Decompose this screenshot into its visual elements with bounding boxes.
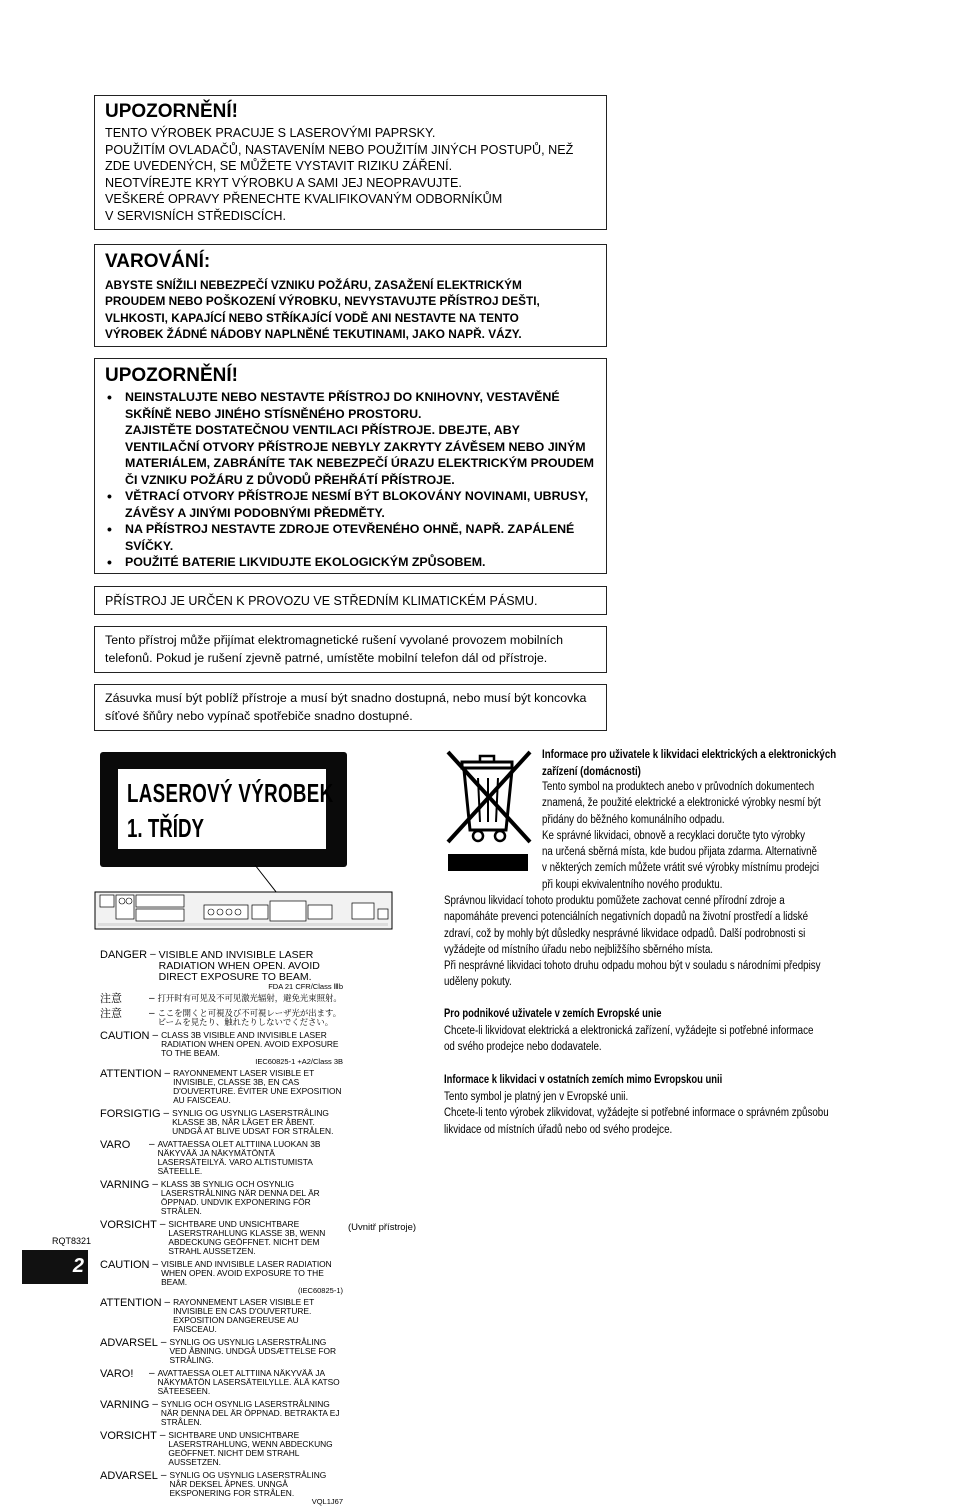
warning-label-row <box>100 1180 343 1216</box>
text-line: přidány do běžného komunálního odpadu. <box>542 813 725 826</box>
warning-label-row <box>100 1400 343 1427</box>
warning-label-note: IEC60825-1 +A2/Class 3B <box>255 1057 343 1066</box>
warning-label-text: VISIBLE AND INVISIBLE LASER RADIATION WHEN OPEN. AVOID EXPOSURE TO THE BEAM. <box>161 1259 332 1287</box>
text-line: • VĚTRACÍ OTVORY PŘÍSTROJE NESMÍ BÝT BLOKOVÁNY NOVINAMI, UBRUSY, <box>125 489 589 503</box>
text-line: od svého prodejce nebo dodavatele. <box>444 1041 602 1054</box>
warning-label-row <box>100 1009 343 1027</box>
text-line: Tento symbol je platný jen v Evropské unii. <box>444 1091 629 1103</box>
warning-label-row <box>100 1369 343 1396</box>
warning-label-row <box>100 1338 343 1365</box>
text-line: ČI VZNIKU POŽÁRU Z DŮVODŮ PŘEHŘÁTÍ PŘÍSTROJE. <box>125 472 455 487</box>
text-line: Chcete-li likvidovat elektrická a elektronická zařízení, vyžádejte si potřebné informace <box>444 1025 814 1037</box>
caution-heading: UPOZORNĚNÍ! <box>105 101 238 122</box>
warning-label-dash: – <box>152 1259 159 1270</box>
warning-label-dash: – <box>164 1297 171 1308</box>
laser-product-label <box>100 752 347 867</box>
warning-label-row <box>100 1031 343 1058</box>
warning-label-row <box>100 994 343 1005</box>
climate-box <box>94 586 607 615</box>
warning-label-text: SYNLIG OCH OSYNLIG LASERSTRÅLNING NÄR DENNA DEL ÄR ÖPPNAD. BETRAKTA EJ STRÅLEN. <box>160 1399 340 1427</box>
warning-label-word: VARO <box>100 1139 131 1151</box>
warning-label-dash: – <box>163 1108 170 1119</box>
warning-label-word: CAUTION <box>100 1030 150 1042</box>
warning-label-dash: – <box>159 1430 166 1441</box>
device-rear-panel-drawing <box>94 865 394 935</box>
text-line: znamená, že použité elektrické a elektronické výrobky nesmí být <box>542 797 821 810</box>
text-line: TENTO VÝROBEK PRACUJE S LASEROVÝMI PAPRSKY. <box>105 126 436 140</box>
business-users-title: Pro podnikové uživatele v zemích Evropské unie <box>444 1008 662 1020</box>
warning-label-row <box>100 1298 343 1334</box>
text-line: • NA PŘÍSTROJ NESTAVTE ZDROJE OTEVŘENÉHO OHNĚ, NAPŘ. ZAPÁLENÉ <box>125 522 575 536</box>
text-line: na určená sběrná místa, kde budou přijata zdarma. Alternativně <box>542 846 817 859</box>
warning-label-dash: – <box>152 1179 158 1190</box>
text-line: Tento přístroj může přijímat elektromagnetické rušení vyvolané provozem mobilních <box>105 633 563 647</box>
text-line: MATERIÁLEM, ZABRÁNÍTE TAK NEBEZPEČÍ ÚRAZU ELEKTRICKÝM PROUDEM <box>125 456 594 470</box>
warning-label-word: 注意 <box>100 1008 122 1020</box>
laser-label-line2: 1. TŘÍDY <box>127 813 204 843</box>
warning-label-word: CAUTION <box>100 1259 150 1271</box>
warning-label-dash: – <box>152 1399 158 1410</box>
text-line: vyžádejte od místního úřadu nebo nejbližšího sběrného místa. <box>444 943 713 956</box>
warning-label-row <box>100 1109 343 1136</box>
warning-label-dash: – <box>149 1368 155 1379</box>
phone-box <box>94 626 607 673</box>
page-number-badge <box>22 1250 88 1284</box>
text-line: POUŽITÍM OVLADAČŮ, NASTAVENÍM NEBO POUŽITÍM JINÝCH POSTUPŮ, NEŽ <box>105 142 574 157</box>
caution-bullet-item <box>105 389 596 488</box>
warning-label-dash: – <box>152 1030 159 1041</box>
warning-label-word: VARO! <box>100 1368 134 1380</box>
text-line: napomáháte prevenci potenciálních negativních dopadů na životní prostředí a lidské <box>444 911 809 924</box>
crossed-bin-icon <box>440 748 536 874</box>
warning-label-text: ここを開くと可視及び不可視レーザ光が出ます。ビームを見たり、触れたりしないでください。 <box>157 1008 342 1027</box>
warning-label-text: AVATTAESSA OLET ALTTIINA NÄKYVÄÄ JA NÄKYMÄTÖN LASERSÄTEILYLLE. ÄLÄ KATSO SÄTEESEEN. <box>157 1368 340 1396</box>
warning-label-text: SYNLIG OG USYNLIG LASERSTRÅLING KLASSE 3B, NÅR LÅGET ER ÅBENT. UNDGÅ AT BLIVE UDSAT FOR STRÅLEN. <box>172 1108 334 1136</box>
warning-heading: VAROVÁNÍ: <box>105 251 211 272</box>
warning-label-note: FDA 21 CFR/Class Ⅲb <box>268 982 343 991</box>
warning-label-dash: – <box>159 1219 166 1230</box>
disposal-paragraph-1 <box>542 779 882 893</box>
text-line: uděleny pokuty. <box>444 976 512 989</box>
caution-2-heading: UPOZORNĚNÍ! <box>105 365 238 386</box>
caution-box-2 <box>94 358 607 574</box>
page-number: 2 <box>72 1255 84 1277</box>
warning-label-word: ADVARSEL <box>100 1337 158 1349</box>
text-line: • POUŽITÉ BATERIE LIKVIDUJTE EKOLOGICKÝM ZPŮSOBEM. <box>125 555 486 569</box>
text-line: SKŘÍNĚ NEBO JINÉHO STÍSNĚNÉHO PROSTORU. <box>125 406 422 421</box>
text-line: síťové šňůry nebo vypínač spotřebiče snadno dostupné. <box>105 709 413 723</box>
text-line: ZÁVĚSY A JINÝMI PODOBNÝMI PŘEDMĚTY. <box>125 505 385 520</box>
warning-label-row <box>100 1220 343 1256</box>
caution-bullet-item <box>105 488 596 521</box>
text-line: V SERVISNÍCH STŘEDISCÍCH. <box>105 208 287 223</box>
laser-label-inner <box>118 769 334 849</box>
warning-label-dash: – <box>160 1337 167 1348</box>
doc-code: RQT8321 <box>52 1236 92 1246</box>
warning-label-note: VQL1J67 <box>311 1497 343 1506</box>
warning-label-word: ATTENTION <box>100 1297 162 1309</box>
warning-label <box>100 949 343 1506</box>
caution-text <box>105 125 596 224</box>
warning-label-word: 注意 <box>100 993 122 1005</box>
socket-box <box>94 684 607 731</box>
text-line: • NEINSTALUJTE NEBO NESTAVTE PŘÍSTROJ DO KNIHOVNY, VESTAVĚNÉ <box>125 390 560 404</box>
text-line: zdraví, což by mohly být důsledky nesprávné likvidace odpadů. Další podrobnosti si <box>444 927 806 940</box>
warning-label-text: SICHTBARE UND UNSICHTBARE LASERSTRAHLUNG KLASSE 3B, WENN ABDECKUNG GEÖFFNET. NICHT DEM STRAHL AUSSETZEN. <box>168 1219 326 1256</box>
text-line: VENTILAČNÍ OTVORY PŘÍSTROJE NEBYLY ZAKRYTY ZÁVĚSEM NEBO JINÝM <box>125 439 586 454</box>
warning-box <box>94 244 607 347</box>
text-line: Tento symbol na produktech anebo v průvodních dokumentech <box>542 781 815 793</box>
text-line: v některých zemích můžete vrátit své výrobky místnímu prodejci <box>542 862 820 875</box>
caution-bullet-item <box>105 554 596 571</box>
text-line: NEOTVÍREJTE KRYT VÝROBKU A SAMI JEJ NEOPRAVUJTE. <box>105 175 462 190</box>
text-line: telefonů. Pokud je rušení zjevně patrné, umístěte mobilní telefon dál od přístroje. <box>105 651 548 665</box>
non-eu-text <box>444 1089 886 1138</box>
warning-label-dash: – <box>149 993 155 1004</box>
warning-label-text: SYNLIG OG USYNLIG LASERSTRÅLING NÅR DEKSEL ÅPNES. UNNGÅ EKSPONERING FOR STRÅLEN. <box>169 1470 327 1498</box>
warning-label-text: RAYONNEMENT LASER VISIBLE ET INVISIBLE, CLASSE 3B, EN CAS D'OUVERTURE. ÉVITER UNE EXPOSITION AU FAISCEAU. <box>173 1068 342 1105</box>
warning-label-dash: – <box>160 1470 167 1481</box>
warning-label-row <box>100 1260 343 1287</box>
warning-label-dash: – <box>149 1008 155 1019</box>
caution-box <box>94 95 607 230</box>
warning-label-text: AVATTAESSA OLET ALTTIINA LUOKAN 3B NÄKYVÄÄ JA NÄKYMÄTÖNTÄ LASERSÄTEILYÄ. VARO ALTISTUMISTA SÄTEELLE. <box>157 1139 321 1176</box>
warning-label-text: VISIBLE AND INVISIBLE LASER RADIATION WHEN OPEN. AVOID DIRECT EXPOSURE TO BEAM. <box>158 949 320 983</box>
text-line: při koupi ekvivalentního nového produktu. <box>542 878 723 891</box>
warning-label-word: VARNING <box>100 1399 150 1411</box>
warning-label-word: DANGER <box>100 949 148 961</box>
warning-label-text: KLASS 3B SYNLIG OCH OSYNLIG LASERSTRÅLNING NÄR DENNA DEL ÄR ÖPPNAD. UNDVIK EXPONERING FÖR STRÅLEN. <box>160 1179 320 1216</box>
text-line: ZAJISTĚTE DOSTATEČNOU VENTILACI PŘÍSTROJE. DBEJTE, ABY <box>125 423 520 437</box>
warning-label-row <box>100 1431 343 1467</box>
warning-label-dash: – <box>149 1139 155 1150</box>
text-line: Ke správné likvidaci, obnově a recyklaci doručte tyto výrobky <box>542 829 805 842</box>
caution-bullet-item <box>105 521 596 554</box>
text-line: VEŠKERÉ OPRAVY PŘENECHTE KVALIFIKOVANÝM ODBORNÍKŮM <box>105 192 503 206</box>
disposal-paragraph-2 <box>444 893 886 991</box>
warning-label-row <box>100 1140 343 1176</box>
text-line: Chcete-li tento výrobek zlikvidovat, vyžádejte si potřebné informace o správném způsobu <box>444 1107 829 1120</box>
warning-label-dash: – <box>150 949 156 960</box>
non-eu-title: Informace k likvidaci v ostatních zemích mimo Evropskou unii <box>444 1074 723 1086</box>
warning-label-dash: – <box>164 1068 171 1079</box>
warning-label-word: ATTENTION <box>100 1068 162 1080</box>
laser-label-line1: LASEROVÝ VÝROBEK <box>127 778 334 808</box>
text-line: VÝROBEK ŽÁDNÉ NÁDOBY NAPLNĚNÉ TEKUTINAMI, JAKO NAPŘ. VÁZY. <box>105 326 522 341</box>
warning-label-text: RAYONNEMENT LASER VISIBLE ET INVISIBLE EN CAS D'OUVERTURE. EXPOSITION DANGEREUSE AU FAISCEAU. <box>173 1297 315 1334</box>
warning-label-row <box>100 1069 343 1105</box>
text-line: PROUDEM NEBO POŠKOZENÍ VÝROBKU, NEVYSTAVUJTE PŘÍSTROJ DEŠTI, <box>105 294 540 309</box>
caution-2-list <box>105 389 596 571</box>
warning-label-word: VORSICHT <box>100 1219 157 1231</box>
text-line: Zásuvka musí být poblíž přístroje a musí být snadno dostupná, nebo musí být koncovka <box>105 691 587 705</box>
warning-label-word: VORSICHT <box>100 1430 157 1442</box>
warning-label-text: 打开时有可见及不可见激光辐射，避免光束照射。 <box>157 993 342 1003</box>
text-line: VLHKOSTI, KAPAJÍCÍ NEBO STŘÍKAJÍCÍ VODĚ ANI NESTAVTE NA TENTO <box>105 310 519 325</box>
phone-text <box>105 631 596 667</box>
text-line: Při nesprávné likvidaci tohoto druhu odpadu mohou být v souladu s národními předpisy <box>444 960 821 973</box>
text-line: ZDE UVEDENÝCH, SE MŮŽETE VYSTAVIT RIZIKU ZÁŘENÍ. <box>105 159 453 173</box>
socket-text <box>105 689 596 725</box>
text-line: SVÍČKY. <box>125 538 174 553</box>
warning-label-text: SYNLIG OG USYNLIG LASERSTRÅLING VED ÅBNING. UNDGÅ UDSÆTTELSE FOR STRÅLING. <box>169 1337 337 1365</box>
inside-caption: (Uvnitř přístroje) <box>348 1222 417 1233</box>
warning-label-text: CLASS 3B VISIBLE AND INVISIBLE LASER RADIATION WHEN OPEN. AVOID EXPOSURE TO THE BEAM. <box>161 1030 339 1058</box>
warning-label-word: ADVARSEL <box>100 1470 158 1482</box>
text-line: ABYSTE SNÍŽILI NEBEZPEČÍ VZNIKU POŽÁRU, ZASAŽENÍ ELEKTRICKÝM <box>105 278 522 292</box>
text-line: Správnou likvidací tohoto produktu pomůžete zachovat cenné přírodní zdroje a <box>444 895 785 907</box>
warning-label-row <box>100 950 343 983</box>
warning-label-word: VARNING <box>100 1179 150 1191</box>
warning-label-text: SICHTBARE UND UNSICHTBARE LASERSTRAHLUNG, WENN ABDECKUNG GEÖFFNET. NICHT DEM STRAHL AUSSETZEN. <box>168 1430 333 1467</box>
warning-label-word: FORSIGTIG <box>100 1108 161 1120</box>
climate-text: PŘÍSTROJ JE URČEN K PROVOZU VE STŘEDNÍM KLIMATICKÉM PÁSMU. <box>105 594 538 608</box>
warning-label-note: (IEC60825-1) <box>297 1286 343 1295</box>
warning-label-rows <box>100 950 343 1506</box>
business-users-text <box>444 1023 886 1056</box>
warning-text <box>105 277 596 342</box>
disposal-title: Informace pro uživatele k likvidaci elektrických a elektronických zařízení (domácnosti) <box>542 747 837 778</box>
text-line: likvidace od místních úřadů nebo od svého prodejce. <box>444 1123 673 1136</box>
warning-label-row <box>100 1471 343 1498</box>
